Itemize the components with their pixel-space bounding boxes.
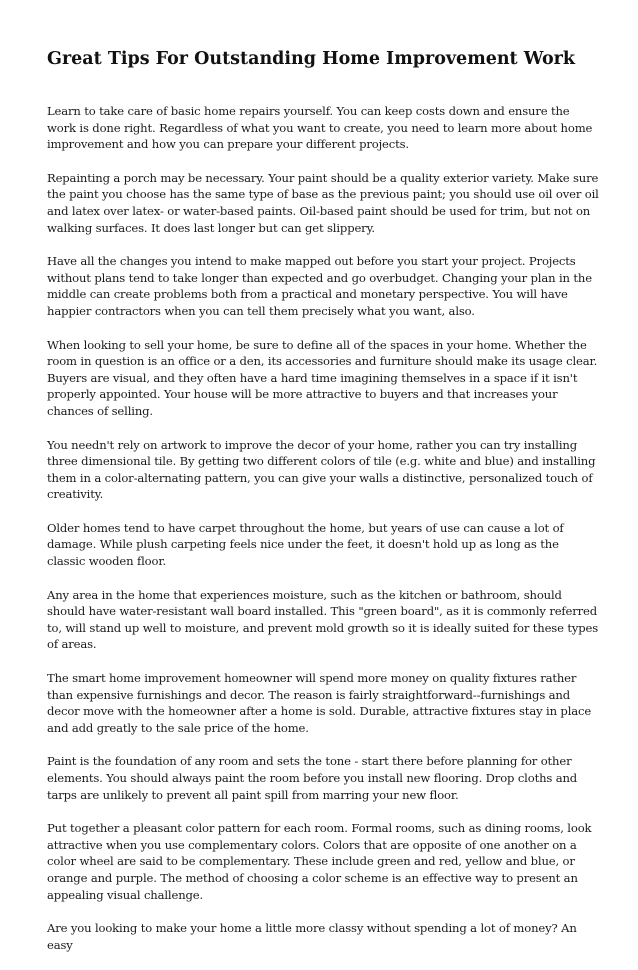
paragraph: Have all the changes you intend to make mapped out before you start your project. Projects without plans tend to take longer than expected and go overbudget. Changing your plan in the middle can create problems both from a practical and monetary perspective. You will have happier contractors when you can tell them precisely what you want, also. — [47, 254, 592, 318]
paragraph: Learn to take care of basic home repairs yourself. You can keep costs down and ensure the work is done right. Regardless of what you want to create, you need to learn more about home improvement and how you can prepare your different projects. — [47, 104, 593, 152]
paragraph: The smart home improvement homeowner will spend more money on quality fixtures rather than expensive furnishings and decor. The reason is fairly straightforward--furnishings and decor move with the homeowner after a home is sold. Durable, attractive fixtures stay in place and add greatly to the sale price of the home. — [47, 671, 592, 735]
document-title: Great Tips For Outstanding Home Improvement Work — [47, 49, 575, 69]
paragraph: Any area in the home that experiences moisture, such as the kitchen or bathroom, should should have water-resistant wall board installed. This "green board", as it is commonly referred to, will stand up well to moisture, and prevent mold growth so it is ideally suited for these types of areas. — [47, 587, 599, 652]
paragraph: Put together a pleasant color pattern for each room. Formal rooms, such as dining rooms, look attractive when you use complementary colors. Colors that are opposite of one another on a color wheel are said to be complementary. These include green and red, yellow and blue, or orange and purple. The method of choosing a color scheme is an effective way to present an appealing visual challenge. — [47, 821, 592, 902]
document-page — [47, 46, 599, 970]
paragraph: You needn't rely on artwork to improve the decor of your home, rather you can try installing three dimensional tile. By getting two different colors of tile (e.g. white and blue) and installing them in a color-alternating pattern, you can give your walls a distinctive, personalized touch of creativity. — [47, 437, 596, 502]
paragraph: When looking to sell your home, be sure to define all of the spaces in your home. Whether the room in question is an office or a den, its accessories and furniture should make its usage clear. Buyers are visual, and they often have a hard time imagining themselves in a space if it isn't properly appointed. Your house will be more attractive to buyers and that increases your chances of selling. — [47, 337, 598, 418]
paragraph: Are you looking to make your home a little more classy without spending a lot of money? An easy — [47, 921, 577, 952]
paragraph: Paint is the foundation of any room and sets the tone - start there before planning for other elements. You should always paint the room before you install new flooring. Drop cloths and tarps are unlikely to prevent all paint spill from marring your new floor. — [47, 754, 578, 802]
paragraph: Repainting a porch may be necessary. Your paint should be a quality exterior variety. Make sure the paint you choose has the same type of base as the previous paint; you should use oil over oil and latex over latex- or water-based paints. Oil-based paint should be used for trim, but not on walking surfaces. It does last longer but can get slippery. — [47, 170, 599, 235]
paragraph: Older homes tend to have carpet throughout the home, but years of use can cause a lot of damage. While plush carpeting feels nice under the feet, it doesn't hold up as long as the classic wooden floor. — [47, 520, 564, 569]
